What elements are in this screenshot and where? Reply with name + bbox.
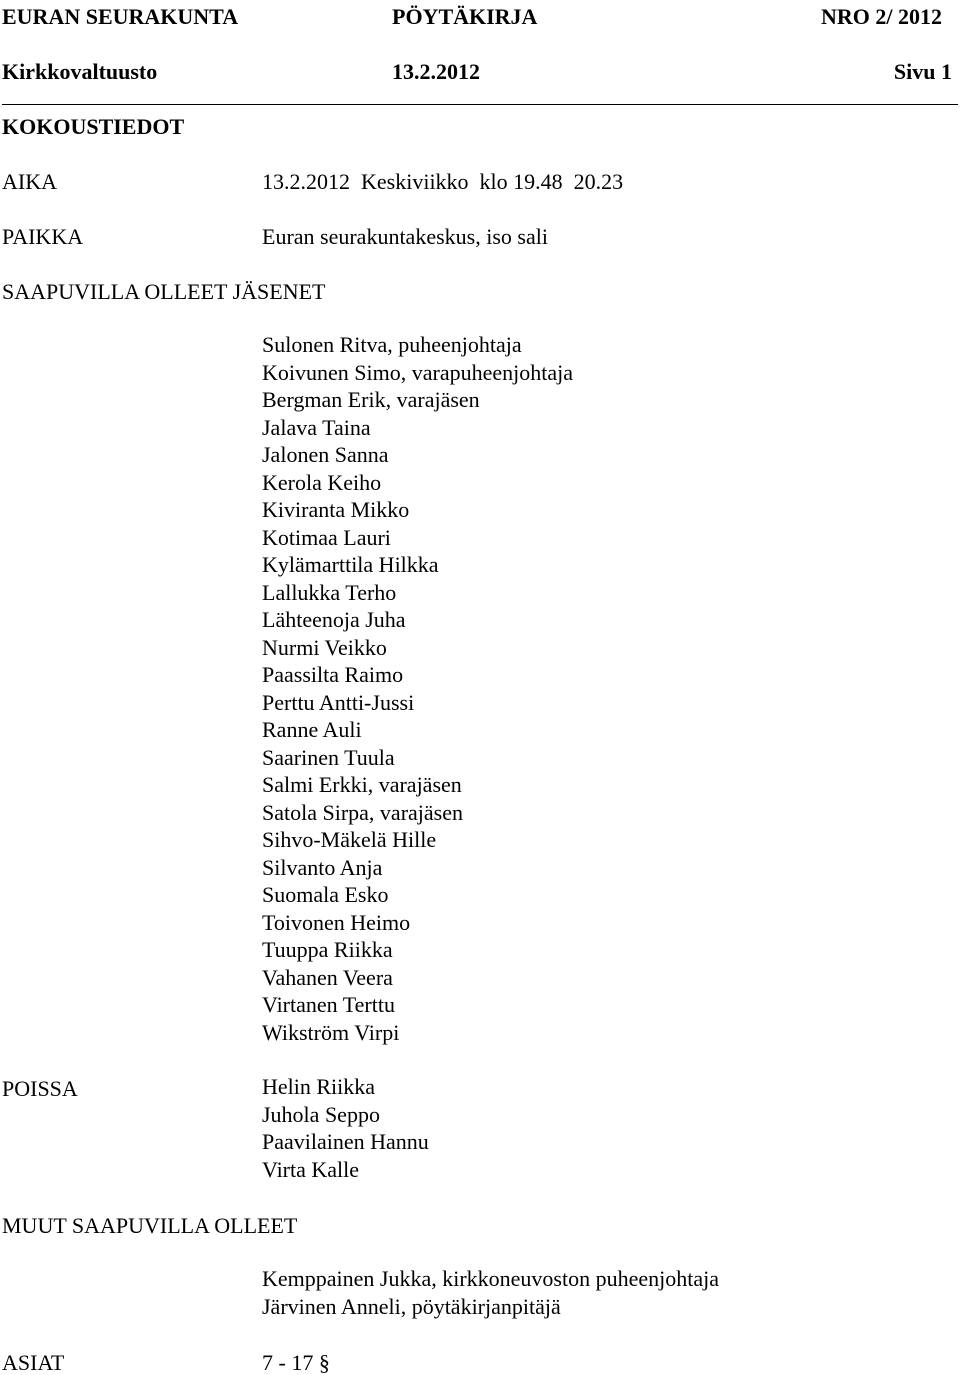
list-item: Lähteenoja Juha [262,607,406,632]
list-item: Satola Sirpa, varajäsen [262,799,463,825]
list-item: Lallukka Terho [262,579,397,605]
list-item: Toivonen Heimo [262,909,411,935]
present-members-list [262,331,573,1046]
list-item: Suomala Esko [262,882,389,907]
present-label: SAAPUVILLA OLLEET JÄSENET [2,279,326,304]
paikka-label: PAIKKA [2,224,84,249]
list-item: Virta Kalle [262,1156,360,1182]
list-item: Salmi Erkki, varajäsen [262,772,462,797]
list-item: Ranne Auli [262,717,362,742]
absent-label: POISSA [2,1076,78,1101]
list-item: Kerola Keiho [262,469,382,495]
header-page: Sivu 1 [893,59,952,84]
header-body: Kirkkovaltuusto [2,59,158,84]
paikka-value: Euran seurakuntakeskus, iso sali [262,224,548,249]
header-divider [2,104,958,105]
list-item: Virtanen Terttu [262,992,395,1017]
header-number: NRO 2/ 2012 [821,4,942,29]
others-label: MUUT SAAPUVILLA OLLEET [2,1213,298,1238]
section-title: KOKOUSTIEDOT [2,114,185,139]
list-item: Saarinen Tuula [262,744,395,770]
list-item: Perttu Antti-Jussi [262,689,415,715]
list-item: Järvinen Anneli, pöytäkirjanpitäjä [262,1293,561,1319]
list-item: Paassilta Raimo [262,662,404,687]
list-item: Juhola Seppo [262,1101,380,1127]
aika-value: 13.2.2012 Keskiviikko klo 19.48 20.23 [262,169,624,194]
header-date: 13.2.2012 [392,59,480,84]
list-item: Vahanen Veera [262,964,393,990]
absent-members-list [262,1073,429,1183]
list-item: Paavilainen Hannu [262,1129,429,1154]
list-item: Kiviranta Mikko [262,497,410,522]
asiat-value: 7 - 17 § [262,1350,330,1375]
list-item: Sihvo-Mäkelä Hille [262,827,437,852]
header-doc-type: PÖYTÄKIRJA [392,4,538,29]
list-item: Kotimaa Lauri [262,524,391,550]
list-item: Bergman Erik, varajäsen [262,387,480,412]
list-item: Kylämarttila Hilkka [262,552,439,577]
list-item: Helin Riikka [262,1074,376,1099]
list-item: Jalava Taina [262,414,371,440]
list-item: Jalonen Sanna [262,442,389,467]
header-org: EURAN SEURAKUNTA [2,4,239,29]
list-item: Wikström Virpi [262,1019,400,1045]
list-item: Sulonen Ritva, puheenjohtaja [262,332,522,357]
asiat-label: ASIAT [2,1350,65,1375]
list-item: Kemppainen Jukka, kirkkoneuvoston puheenjohtaja [262,1266,720,1291]
aika-label: AIKA [2,169,57,194]
others-members-list [262,1265,719,1320]
list-item: Silvanto Anja [262,854,383,880]
list-item: Nurmi Veikko [262,634,387,660]
list-item: Koivunen Simo, varapuheenjohtaja [262,359,573,385]
list-item: Tuuppa Riikka [262,937,393,962]
